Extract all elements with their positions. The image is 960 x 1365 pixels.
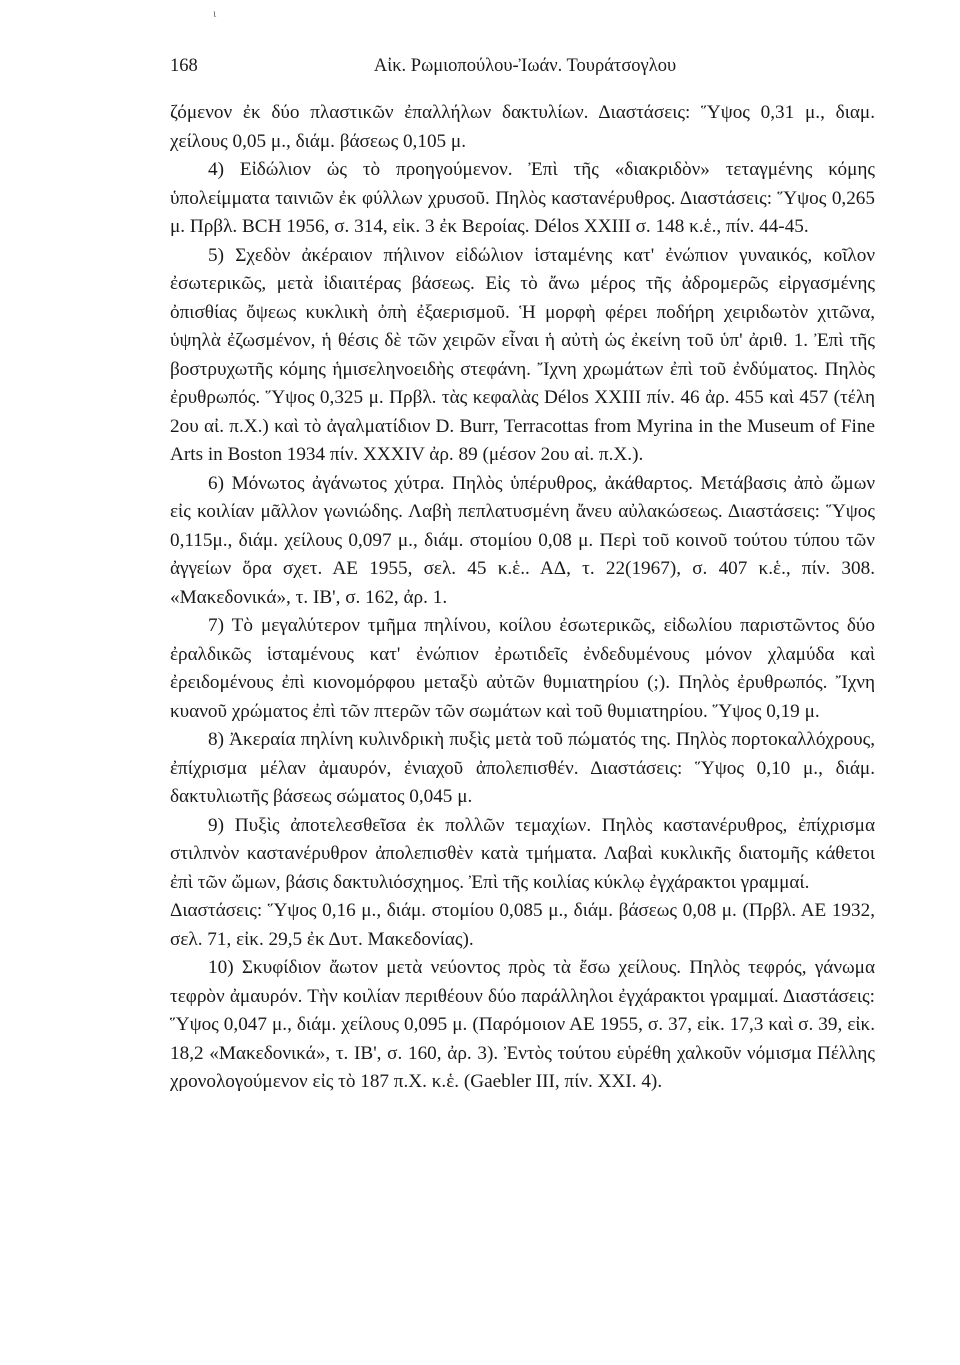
paragraph-continuation: ζόμενον ἐκ δύο πλαστικῶν ἐπαλλήλων δακτυλίων. Διαστάσεις: Ὕψος 0,31 μ., διαμ. χείλους 0,05 μ., διάμ. βάσεως 0,105 μ. (170, 102, 875, 152)
corner-mark: ι (213, 6, 217, 20)
running-head: Αἰκ. Ρωμιοπούλου-Ἰωάν. Τουράτσογλου (373, 56, 677, 76)
paragraph-item-9-dimensions: Διαστάσεις: Ὕψος 0,16 μ., διάμ. στομίου 0,085 μ., διάμ. βάσεως 0,08 μ. (Πρβλ. ΑΕ 1932, σελ. 71, εἰκ. 29,5 ἐκ Δυτ. Μακεδονίας). (170, 900, 875, 950)
paragraph-item-7: 7) Τὸ μεγαλύτερον τμῆμα πηλίνου, κοίλου ἐσωτερικῶς, εἰδωλίου παριστῶντος δύο ἐραλδικῶς ἱσταμένους κατ' ἐνώπιον ἐρωτιδεῖς ἐνδεδυμένους μόνον χλαμύδα καὶ ἐρειδομένους ἐπὶ κιονομόρφου μεταξὺ αὐτῶν θυμιατηρίου (;). Πηλὸς ἐρυθρωπός. Ἴχνη κυανοῦ χρώματος ἐπὶ τῶν πτερῶν τῶν σωμάτων καὶ τοῦ θυμιατηρίου. Ὕψος 0,19 μ. (170, 615, 875, 722)
paragraph-item-6: 6) Μόνωτος ἀγάνωτος χύτρα. Πηλὸς ὑπέρυθρος, ἀκάθαρτος. Μετάβασις ἀπὸ ὤμων εἰς κοιλίαν μᾶλλον γωνιώδης. Λαβὴ πεπλατυσμένη ἄνευ αὐλακώσεως. Διαστάσεις: Ὕψος 0,115μ., διάμ. χείλους 0,097 μ., διάμ. στομίου 0,08 μ. Περὶ τοῦ κοινοῦ τούτου τύπου τῶν ἀγγείων ὅρα σχετ. ΑΕ 1955, σελ. 45 κ.ἑ.. ΑΔ, τ. 22(1967), σ. 407 κ.ἑ., πίν. 308. «Μακεδονικά», τ. ΙΒ', σ. 162, ἀρ. 1. (170, 472, 875, 608)
paragraph-item-10: 10) Σκυφίδιον ἄωτον μετὰ νεύοντος πρὸς τὰ ἔσω χείλους. Πηλὸς τεφρός, γάνωμα τεφρὸν ἀμαυρόν. Τὴν κοιλίαν περιθέουν δύο παράλληλοι ἐγχάρακτοι γραμμαί. Διαστάσεις: Ὕψος 0,047 μ., διάμ. χείλους 0,095 μ. (Παρόμοιον ΑΕ 1955, σ. 37, εἰκ. 17,3 καὶ σ. 39, εἰκ. 18,2 «Μακεδονικά», τ. ΙΒ', σ. 160, ἀρ. 3). Ἐντὸς τούτου εὑρέθη χαλκοῦν νόμισμα Πέλλης χρονολογούμενον εἰς τὸ 187 π.Χ. κ.ἑ. (Gaebler III, πίν. XXI. 4). (170, 957, 875, 1092)
paragraph-item-5: 5) Σχεδὸν ἀκέραιον πήλινον εἰδώλιον ἱσταμένης κατ' ἐνώπιον γυναικός, κοῖλον ἐσωτερικῶς, μετὰ ἰδιαιτέρας βάσεως. Εἰς τὸ ἄνω μέρος τῆς ἀδρομερῶς εἰργασμένης ὀπισθίας ὄψεως κυκλικὴ ὀπὴ ἐξαερισμοῦ. Ἡ μορφὴ φέρει ποδήρη χειριδωτὸν χιτῶνα, ὑψηλὰ ἐζωσμένον, ἡ θέσις δὲ τῶν χειρῶν εἶναι ἡ αὐτὴ ὡς ἐκείνη τοῦ ὑπ' ἀριθ. 1. Ἐπὶ τῆς βοστρυχωτῆς κόμης ἡμισεληνοειδὴς στεφάνη. Ἴχνη χρωμάτων ἐπὶ τοῦ ἐνδύματος. Πηλὸς ἐρυθρωπός. Ὕψος 0,325 μ. Πρβλ. τὰς κεφαλὰς Délos XXIII πίν. 46 ἀρ. 455 καὶ 457 (τέλη 2ου αἰ. π.Χ.) καὶ τὸ ἀγαλματίδιον D. Burr, Terracottas from Myrina in the Museum of Fine Arts in Boston 1934 πίν. XXXIV ἀρ. 89 (μέσον 2ου αἰ. π.Χ.). (170, 244, 875, 465)
page-number: 168 (170, 56, 198, 76)
page-header (170, 56, 880, 86)
paragraph-item-9: 9) Πυξὶς ἀποτελεσθεῖσα ἐκ πολλῶν τεμαχίων. Πηλὸς καστανέρυθρος, ἐπίχρισμα στιλπνὸν καστανέρυθρον ἀπολεπισθὲν κατὰ τμήματα. Λαβαὶ κυκλικῆς διατομῆς κάθετοι ἐπὶ τῶν ὤμων, βάσις δακτυλιόσχημος. Ἐπὶ τῆς κοιλίας κύκλῳ ἐγχάρακτοι γραμμαί. (170, 814, 875, 893)
paragraph-item-8: 8) Ἀκεραία πηλίνη κυλινδρικὴ πυξὶς μετὰ τοῦ πώματός της. Πηλὸς πορτοκαλλόχρους, ἐπίχρισμα μέλαν ἀμαυρόν, ἐνιαχοῦ ἀπολεπισθέν. Διαστάσεις: Ὕψος 0,10 μ., διάμ. δακτυλιωτῆς βάσεως σώματος 0,045 μ. (170, 729, 875, 807)
paragraph-item-4: 4) Εἰδώλιον ὡς τὸ προηγούμενον. Ἐπὶ τῆς «διακριδὸν» τεταγμένης κόμης ὑπολείμματα ταινιῶν ἐκ φύλλων χρυσοῦ. Πηλὸς καστανέρυθρος. Διαστάσεις: Ὕψος 0,265 μ. Πρβλ. BCH 1956, σ. 314, εἰκ. 3 ἐκ Βεροίας. Délos XXIII σ. 148 κ.ἑ., πίν. 44-45. (170, 159, 875, 237)
body-text (170, 99, 875, 1097)
